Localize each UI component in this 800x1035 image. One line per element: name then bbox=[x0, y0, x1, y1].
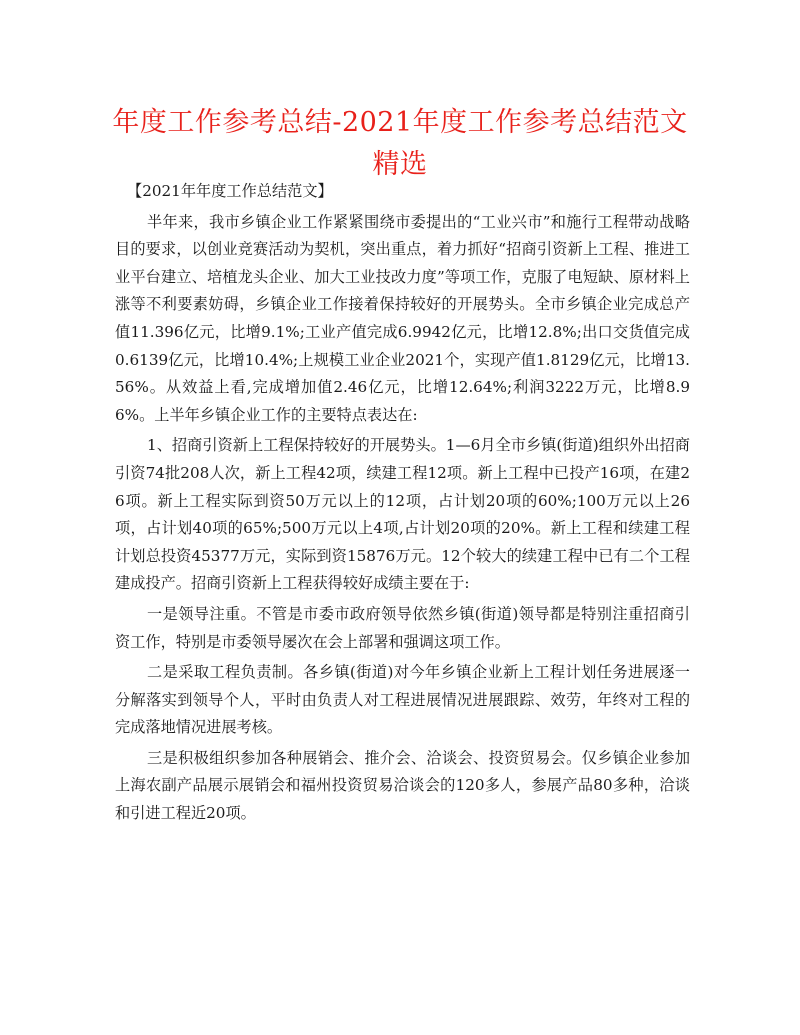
document-body bbox=[115, 178, 690, 828]
paragraph-intro: 半年来，我市乡镇企业工作紧紧围绕市委提出的“工业兴市”和施行工程带动战略目的要求，以创业竞赛活动为契机，突出重点，着力抓好“招商引资新上工程、推进工业平台建立、培植龙头企业、加大工业技改力度”等项工作，克服了电短缺、原材料上涨等不利要素妨碍，乡镇企业工作接着保持较好的开展势头。全市乡镇企业完成总产值11.396亿元，比增9.1%;工业产值完成6.9942亿元，比增12.8%;出口交货值完成0.6139亿元，比增10.4%;上规模工业企业2021个，实现产值1.8129亿元，比增13.56%。从效益上看,完成增加值2.46亿元，比增12.64%;利润3222万元，比增8.96%。上半年乡镇企业工作的主要特点表达在: bbox=[115, 212, 690, 424]
section-heading: 【2021年年度工作总结范文】 bbox=[127, 182, 333, 200]
paragraph-point-two: 二是采取工程负责制。各乡镇(街道)对今年乡镇企业新上工程计划任务进展逐一分解落实到领导个人，平时由负责人对工程进展情况进展跟踪、效劳，年终对工程的完成落地情况进展考核。 bbox=[115, 663, 690, 737]
paragraph-point-three: 三是积极组织参加各种展销会、推介会、洽谈会、投资贸易会。仅乡镇企业参加上海农副产品展示展销会和福州投资贸易洽谈会的120多人，参展产品80多种，洽谈和引进工程近20项。 bbox=[115, 748, 690, 823]
paragraph-point-one: 一是领导注重。不管是市委市政府领导依然乡镇(街道)领导都是特别注重招商引资工作，特别是市委领导屡次在会上部署和强调这项工作。 bbox=[115, 604, 690, 651]
document-title: 年度工作参考总结-2021年度工作参考总结范文精选 bbox=[112, 107, 688, 180]
paragraph-investment: 1、招商引资新上工程保持较好的开展势头。1—6月全市乡镇(街道)组织外出招商引资74批208人次，新上工程42项，续建工程12项。新上工程中已投产16项，在建26项。新上工程实际到资50万元以上的12项，占计划20项的60%;100万元以上26项，占计划40项的65%;500万元以上4项,占计划20项的20%。新上工程和续建工程计划总投资45377万元，实际到资15876万元。12个较大的续建工程中已有二个工程建成投产。招商引资新上工程获得较好成绩主要在于: bbox=[115, 436, 690, 593]
